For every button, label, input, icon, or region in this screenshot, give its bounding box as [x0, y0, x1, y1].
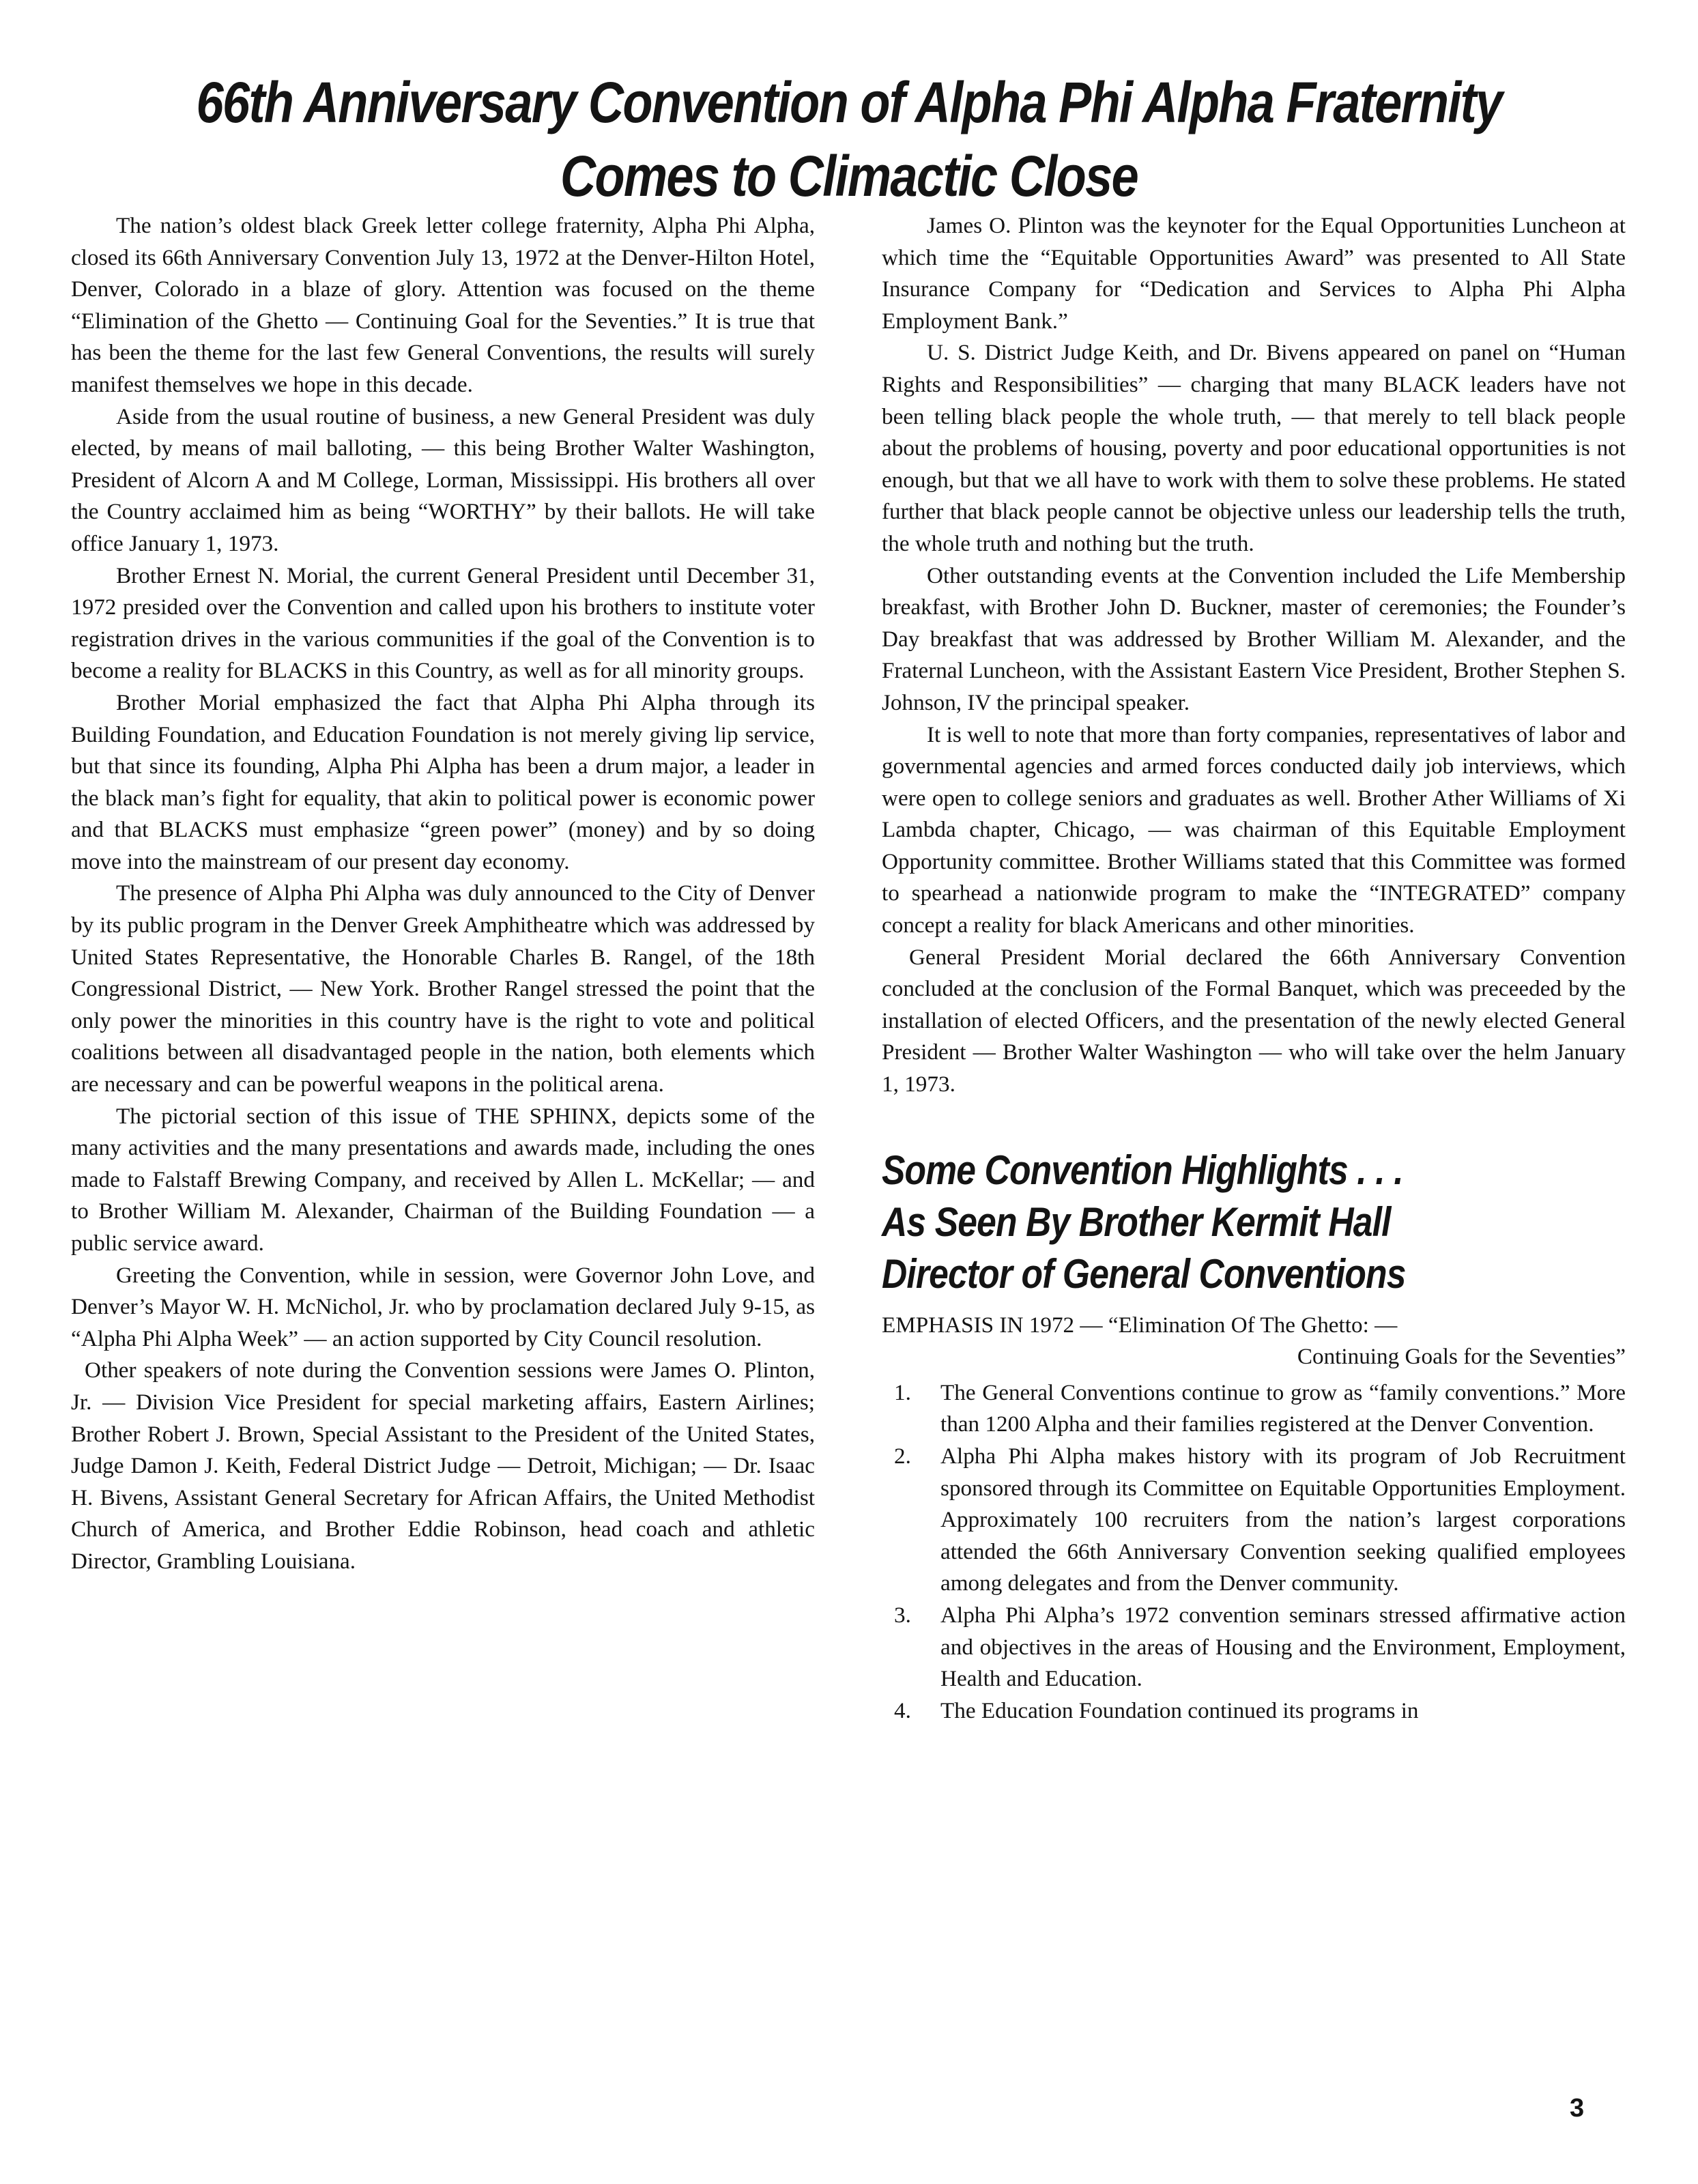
- highlights-list: [882, 1377, 1626, 1727]
- highlights-heading: [882, 1145, 1622, 1300]
- paragraph: Other speakers of note during the Convention sessions were James O. Plinton, Jr. — Division Vice President for special marketing affairs, Eastern Airlines; Brother Robert J. Brown, Special Assistant to the President of the United States, Judge Damon J. Keith, Federal District Judge — Detroit, Michigan; — Dr. Isaac H. Bivens, Assistant General Secretary for African Affairs, the United Methodist Church of America, and Brother Eddie Robinson, head coach and athletic Director, Grambling Louisiana.: [71, 1357, 815, 1574]
- list-item: [882, 1695, 1626, 1727]
- list-item-text: The Education Foundation continued its programs in: [940, 1697, 1419, 1723]
- highlights-heading-line-1: Some Convention Highlights . . .: [882, 1147, 1403, 1193]
- headline-line-1: 66th Anniversary Convention of Alpha Phi Alpha Fraternity: [196, 70, 1502, 134]
- list-item-number: 2.: [894, 1443, 911, 1469]
- left-column: [71, 210, 815, 1578]
- headline-line-2: Comes to Climactic Close: [560, 144, 1138, 208]
- paragraph: The nation’s oldest black Greek letter college fraternity, Alpha Phi Alpha, closed its 66th Anniversary Convention July 13, 1972 at the Denver-Hilton Hotel, Denver, Colorado in a blaze of glory. Attention was focused on the theme “Elimination of the Ghetto — Continuing Goal for the Seventies.” It is true that has been the theme for the last few General Conventions, the results will surely manifest themselves we hope in this decade.: [71, 213, 815, 397]
- right-column: [882, 210, 1626, 1727]
- list-item: [882, 1441, 1626, 1600]
- paragraph: The presence of Alpha Phi Alpha was duly announced to the City of Denver by its public program in the Denver Greek Amphitheatre which was addressed by United States Representative, the Honorable Charles B. Rangel, of the 18th Congressional District, — New York. Brother Rangel stressed the point that the only power the minorities in this country have is the right to vote and political coalitions between all disadvantaged people in the nation, both elements which are necessary and can be powerful weapons in the political arena.: [71, 880, 815, 1097]
- highlights-heading-line-2: As Seen By Brother Kermit Hall: [882, 1198, 1391, 1245]
- paragraph: Brother Morial emphasized the fact that Alpha Phi Alpha through its Building Foundation, and Education Foundation is not merely giving lip service, but that since its founding, Alpha Phi Alpha has been a drum major, a leader in the black man’s fight for equality, that akin to political power is economic power and that BLACKS must emphasize “green power” (money) and by so doing move into the mainstream of our present day economy.: [71, 689, 815, 874]
- list-item-text: Alpha Phi Alpha makes history with its program of Job Recruitment sponsored through its Committee on Equitable Opportunities Employment. Approximately 100 recruiters from the nation’s largest corporations attended the 66th Anniversary Convention seeking qualified employees among delegates and from the Denver community.: [940, 1443, 1626, 1596]
- paragraph: Brother Ernest N. Morial, the current General President until December 31, 1972 presided over the Convention and called upon his brothers to institute voter registration drives in the various communities if the goal of the Convention is to become a reality for BLACKS in this Country, as well as for all minority groups.: [71, 562, 815, 684]
- emphasis-line-2: Continuing Goals for the Seventies”: [1297, 1344, 1626, 1370]
- article-headline: [177, 66, 1521, 213]
- paragraph: James O. Plinton was the keynoter for the Equal Opportunities Luncheon at which time the “Equitable Opportunities Award” was presented to All State Insurance Company for “Dedication and Services to Alpha Phi Alpha Employment Bank.”: [882, 213, 1626, 334]
- paragraph: General President Morial declared the 66th Anniversary Convention concluded at the conclusion of the Formal Banquet, which was preceeded by the installation of elected Officers, and the presentation of the newly elected General President — Brother Walter Washington — who will take over the helm January 1, 1973.: [882, 944, 1626, 1097]
- paragraph: Aside from the usual routine of business, a new General President was duly elected, by means of mail balloting, — this being Brother Walter Washington, President of Alcorn A and M College, Lorman, Mississippi. His brothers all over the Country acclaimed him as being “WORTHY” by their ballots. He will take office January 1, 1973.: [71, 403, 815, 556]
- list-item-number: 3.: [894, 1602, 911, 1628]
- list-item-text: Alpha Phi Alpha’s 1972 convention seminars stressed affirmative action and objectives in the areas of Housing and the Environment, Employment, Health and Education.: [940, 1602, 1626, 1692]
- paragraph: The pictorial section of this issue of THE SPHINX, depicts some of the many activities and the many presentations and awards made, including the ones made to Falstaff Brewing Company, and received by Allen L. McKellar; — and to Brother William M. Alexander, Chairman of the Building Foundation — a public service award.: [71, 1103, 815, 1256]
- list-item-number: 1.: [894, 1379, 911, 1405]
- paragraph: It is well to note that more than forty companies, representatives of labor and governmental agencies and armed forces conducted daily job interviews, which were open to college seniors and graduates as well. Brother Ather Williams of Xi Lambda chapter, Chicago, — was chairman of this Equitable Employment Opportunity committee. Brother Williams stated that this Committee was formed to spearhead a nationwide program to make the “INTEGRATED” company concept a reality for black Americans and other minorities.: [882, 721, 1626, 938]
- emphasis-line-1: EMPHASIS IN 1972 — “Elimination Of The Ghetto: —: [882, 1312, 1398, 1338]
- paragraph: Other outstanding events at the Convention included the Life Membership breakfast, with Brother John D. Buckner, master of ceremonies; the Founder’s Day breakfast that was addressed by Brother William M. Alexander, and the Fraternal Luncheon, with the Assistant Eastern Vice President, Brother Stephen S. Johnson, IV the principal speaker.: [882, 562, 1626, 715]
- list-item: [882, 1377, 1626, 1441]
- list-item-text: The General Conventions continue to grow as “family conventions.” More than 1200 Alpha and their families registered at the Denver Convention.: [940, 1379, 1626, 1437]
- list-item: [882, 1600, 1626, 1695]
- highlights-heading-line-3: Director of General Conventions: [882, 1250, 1406, 1297]
- paragraph: U. S. District Judge Keith, and Dr. Bivens appeared on panel on “Human Rights and Responsibilities” — charging that many BLACK leaders have not been telling black people the whole truth, — that merely to tell black people about the problems of housing, poverty and poor educational opportunities is not enough, but that we all have to work with them to solve these problems. He stated further that black people cannot be objective unless our leadership tells the truth, the whole truth and nothing but the truth.: [882, 340, 1626, 556]
- list-item-number: 4.: [894, 1697, 911, 1723]
- paragraph: Greeting the Convention, while in session, were Governor John Love, and Denver’s Mayor W. H. McNichol, Jr. who by proclamation declared July 9-15, as “Alpha Phi Alpha Week” — an action supported by City Council resolution.: [71, 1262, 815, 1351]
- page-number: 3: [1570, 2094, 1585, 2123]
